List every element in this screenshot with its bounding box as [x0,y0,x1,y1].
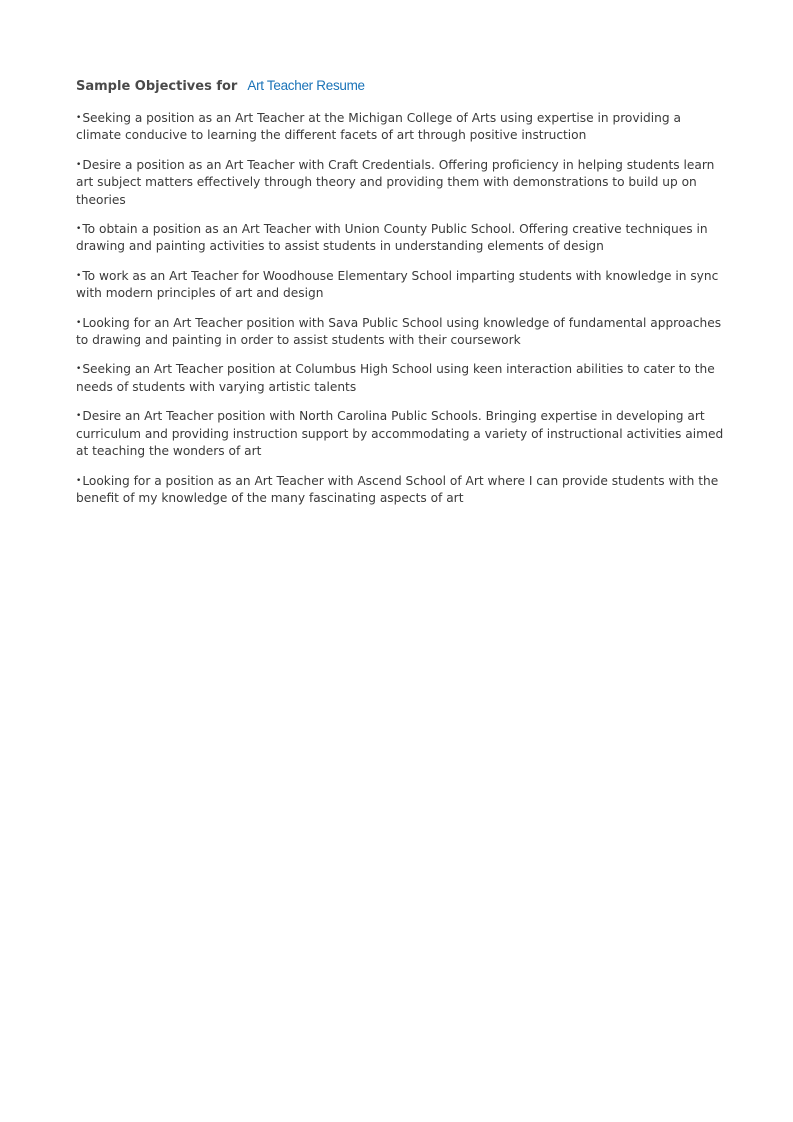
list-item [76,315,726,350]
heading-prefix: Sample Objectives for [76,79,238,94]
objective-text: To work as an Art Teacher for Woodhouse Elementary School imparting students with knowledge in sync with modern principles of art and design [76,268,719,301]
list-item [76,221,726,256]
list-item [76,157,726,209]
objective-text: Seeking a position as an Art Teacher at the Michigan College of Arts using expertise in providing a climate conducive to learning the different facets of art through positive instruction [76,111,681,143]
objectives-list [76,110,726,507]
list-item [76,110,726,145]
objective-text: To obtain a position as an Art Teacher with Union County Public School. Offering creative techniques in drawing and painting activities to assist students in understanding elements of design [76,222,708,254]
objective-text: Looking for an Art Teacher position with Sava Public School using knowledge of fundamental approaches to drawing and painting in order to assist students with their coursework [76,315,722,348]
bullet-icon: • [76,317,82,328]
list-item [76,361,726,396]
bullet-icon: • [76,475,82,486]
bullet-icon: • [76,270,82,281]
list-item [76,473,726,508]
list-item [76,268,726,303]
objective-text: Seeking an Art Teacher position at Columbus High School using keen interaction abilities to cater to the needs of students with varying artistic talents [76,362,715,394]
bullet-icon: • [76,364,82,375]
document-page [76,76,726,519]
document-heading [76,76,726,96]
bullet-icon: • [76,411,82,422]
art-teacher-resume-link[interactable]: Art Teacher Resume [247,78,365,93]
objective-text: Desire a position as an Art Teacher with Craft Credentials. Offering proficiency in helping students learn art subject matters effectively through theory and providing them with demonstrations to build up on theories [76,157,715,207]
bullet-icon: • [76,113,82,123]
objective-text: Desire an Art Teacher position with North Carolina Public Schools. Bringing expertise in developing art curriculum and providing instruction support by accommodating a variety of instructional activities aimed at teaching the wonders of art [76,409,724,459]
bullet-icon: • [76,159,82,170]
bullet-icon: • [76,224,82,235]
list-item [76,408,726,460]
objective-text: Looking for a position as an Art Teacher with Ascend School of Art where I can provide students with the benefit of my knowledge of the many fascinating aspects of art [76,473,719,505]
